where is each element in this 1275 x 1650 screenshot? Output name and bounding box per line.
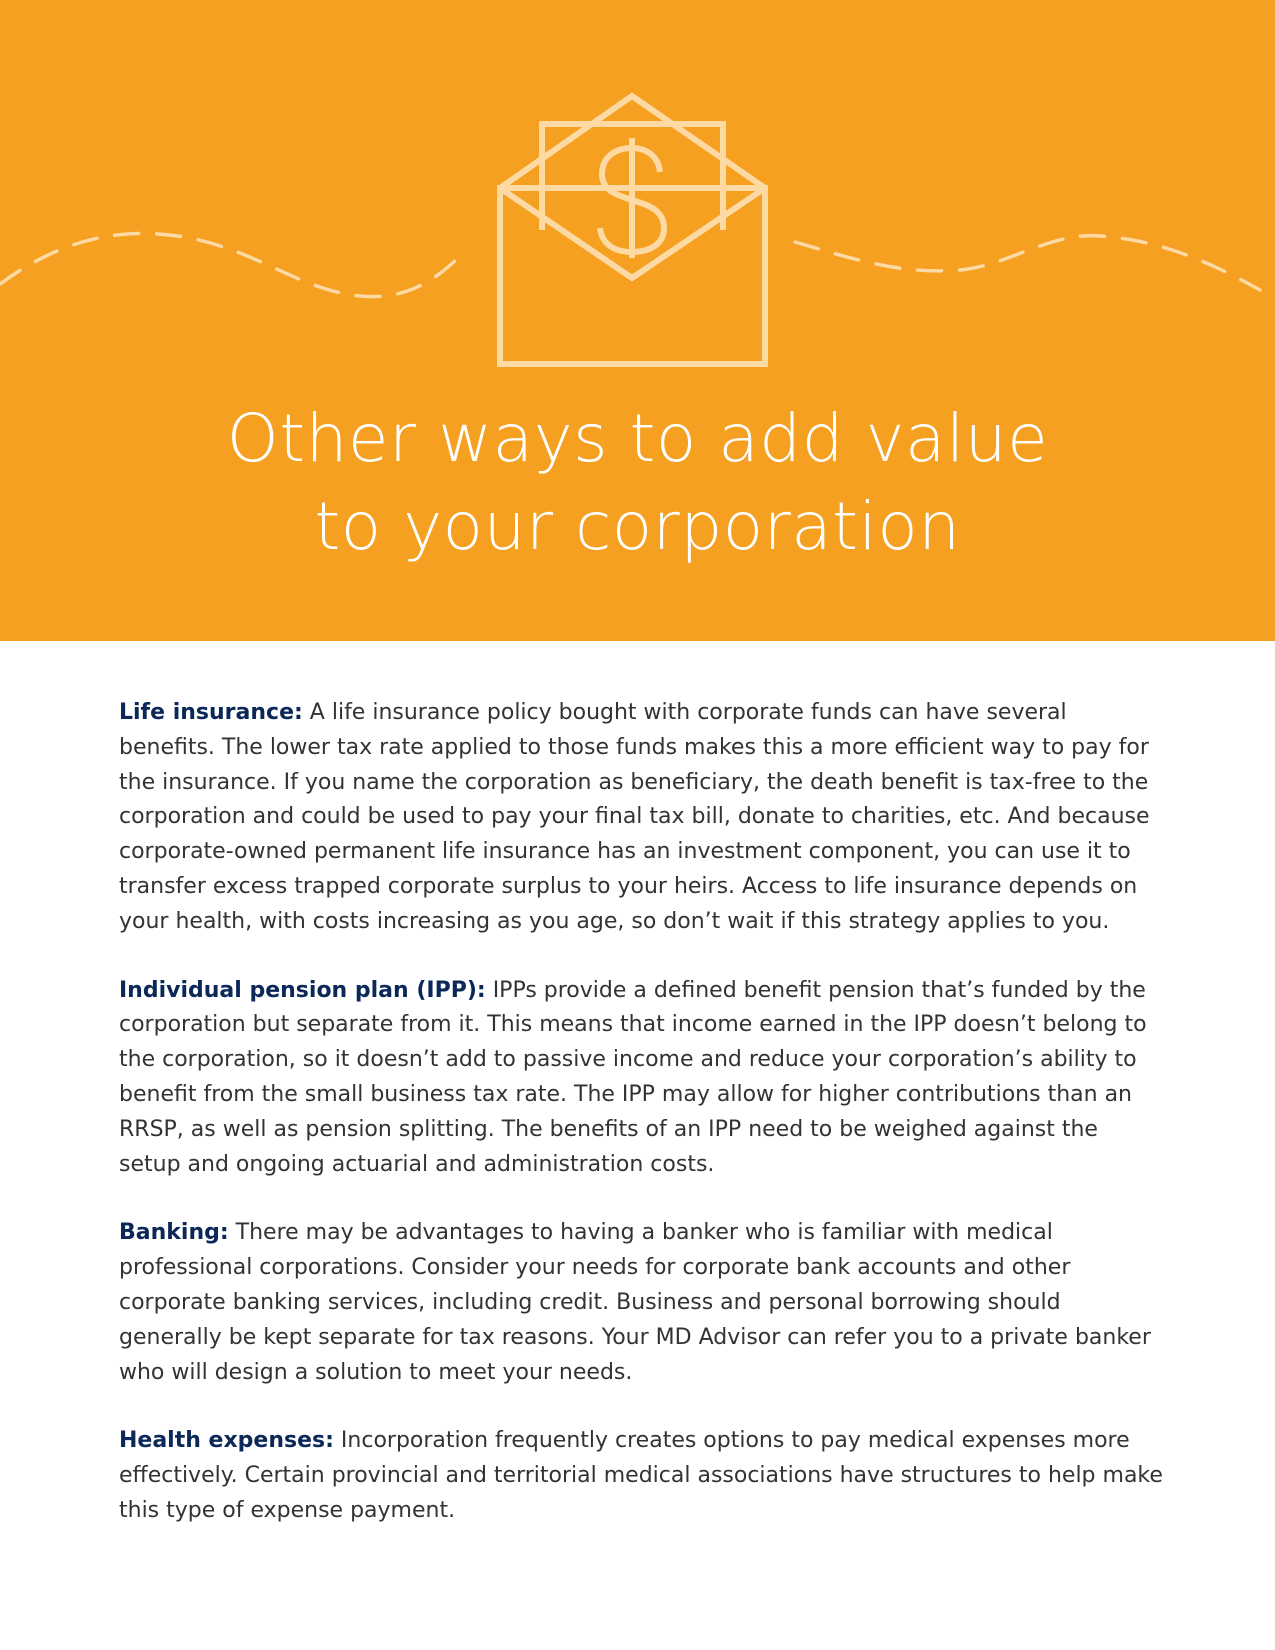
section-banking [119,1216,1164,1390]
section-individual-pension-plan [119,974,1164,1183]
envelope-dollar-icon [490,90,775,375]
section-health-expenses [119,1424,1164,1528]
section-text: A life insurance policy bought with corporate funds can have several benefits. The lower tax rate applied to those funds makes this a more efficient way to pay for the insurance. If you name the corporation as beneficiary, the death benefit is tax-free to the corporation and could be used to pay your final tax bill, donate to charities, etc. And because corporate-owned permanent life insurance has an investment component, you can use it to transfer excess trapped corporate surplus to your heirs. Access to life insurance depends on your health, with costs increasing as you age, so don’t wait if this strategy applies to you. [119,700,1150,934]
section-term: Individual pension plan (IPP): [119,977,486,1003]
section-term: Life insurance: [119,700,303,725]
section-text: IPPs provide a defined benefit pension that’s funded by the corporation but separate from it. This means that income earned in the IPP doesn’t belong to the corporation, so it doesn’t add to passive income and reduce your corporation’s ability to benefit from the small business tax rate. The IPP may allow for higher contributions than an RRSP, as well as pension splitting. The benefits of an IPP need to be weighed against the setup and ongoing actuarial and administration costs. [119,977,1147,1177]
page-title [0,395,1275,571]
page-title-line-2: to your corporation [314,488,961,565]
page-title-line-1: Other ways to add value [226,400,1049,477]
section-life-insurance [119,696,1164,940]
section-text: Incorporation frequently creates options to pay medical expenses more effectively. Certain provincial and territorial medical associations have structures to help make this type of expense payment. [119,1428,1163,1523]
body-content [119,696,1164,1563]
section-text: There may be advantages to having a banker who is familiar with medical professional corporations. Consider your needs for corporate bank accounts and other corporate banking services, including credit. Business and personal borrowing should generally be kept separate for tax reasons. Your MD Advisor can refer you to a private banker who will design a solution to meet your needs. [119,1220,1151,1385]
section-term: Health expenses: [119,1428,334,1454]
section-term: Banking: [119,1220,229,1246]
hero-banner [0,0,1275,641]
